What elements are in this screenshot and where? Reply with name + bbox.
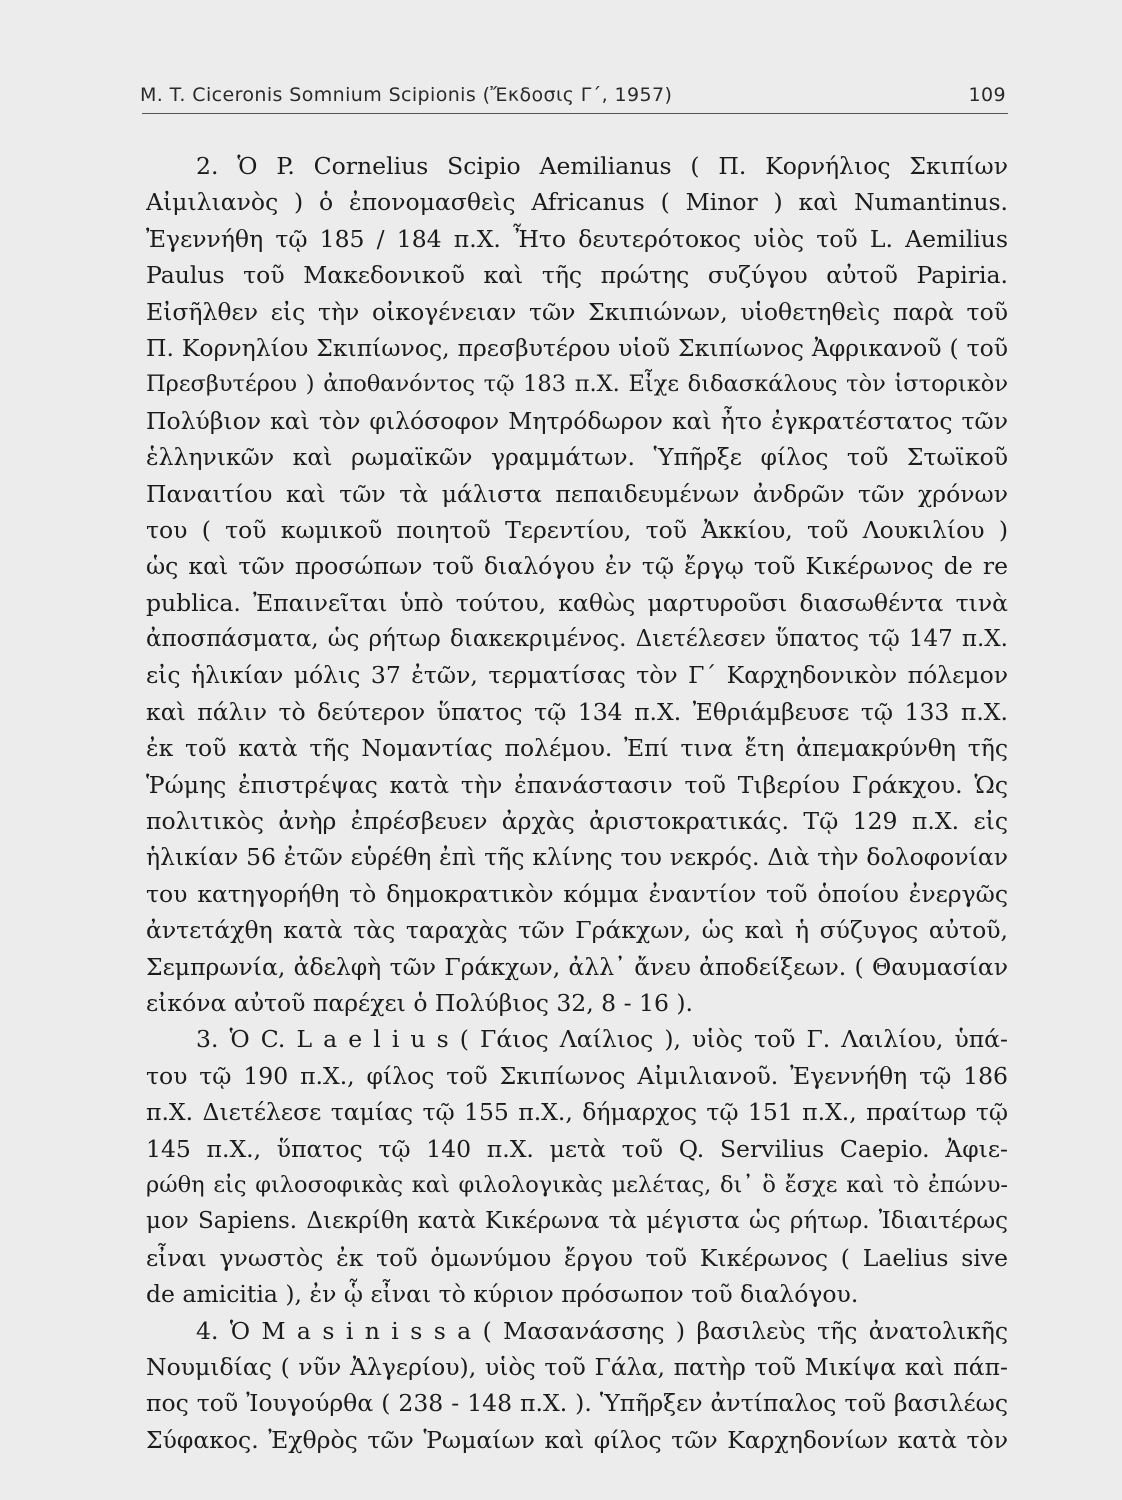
text-line: 4. Ὁ M a s i n i s s a ( Μασανάσσης ) βασιλεὺς τῆς ἀνατολικῆς: [196, 1316, 1008, 1345]
text-line: Νουμιδίας ( νῦν Ἀλγερίου), υἱὸς τοῦ Γάλα, πατὴρ τοῦ Μικίψα καὶ πάπ-: [146, 1352, 1008, 1381]
notes-text: [146, 148, 1008, 1458]
header-rule: [142, 113, 1008, 114]
text-line: του ( τοῦ κωμικοῦ ποιητοῦ Τερεντίου, τοῦ Ἀκκίου, τοῦ Λουκιλίου ): [146, 515, 1008, 544]
text-line: Αἰμιλιανὸς ) ὁ ἐπονομασθεὶς Africanus ( Minor ) καὶ Numantinus.: [146, 188, 1008, 217]
text-line: Σύφακος. Ἐχθρὸς τῶν Ῥωμαίων καὶ φίλος τῶν Καρχηδονίων κατὰ τὸν: [146, 1425, 1008, 1454]
text-line: Εἰσῆλθεν εἰς τὴν οἰκογένειαν τῶν Σκιπιώνων, υἱοθετηθεὶς παρὰ τοῦ: [146, 297, 1008, 326]
text-line: εἶναι γνωστὸς ἐκ τοῦ ὁμωνύμου ἔργου τοῦ Κικέρωνος ( Laelius sive: [146, 1243, 1008, 1272]
text-line: Παναιτίου καὶ τῶν τὰ μάλιστα πεπαιδευμένων ἀνδρῶν τῶν χρόνων: [146, 479, 1008, 508]
text-line: Πολύβιον καὶ τὸν φιλόσοφον Μητρόδωρον καὶ ἦτο ἐγκρατέστατος τῶν: [146, 406, 1008, 435]
page-number: 109: [968, 84, 1006, 106]
text-line: 3. Ὁ C. L a e l i u s ( Γάιος Λαίλιος ), υἱὸς τοῦ Γ. Λαιλίου, ὑπά-: [196, 1025, 1008, 1054]
text-line: καὶ πάλιν τὸ δεύτερον ὕπατος τῷ 134 π.Χ. Ἐθριάμβευσε τῷ 133 π.Χ.: [146, 697, 1008, 726]
text-line: πολιτικὸς ἀνὴρ ἐπρέσβευεν ἀρχὰς ἀριστοκρατικάς. Τῷ 129 π.Χ. εἰς: [146, 807, 1008, 836]
text-line: ἀντετάχθη κατὰ τὰς ταραχὰς τῶν Γράκχων, ὡς καὶ ἡ σύζυγος αὐτοῦ,: [146, 916, 1008, 945]
text-line: ἑλληνικῶν καὶ ρωμαϊκῶν γραμμάτων. Ὑπῆρξε φίλος τοῦ Στωϊκοῦ: [146, 443, 1008, 472]
running-header: [140, 78, 1006, 112]
text-line: εἰκόνα αὐτοῦ παρέχει ὁ Πολύβιος 32, 8 - 16 ).: [146, 988, 694, 1017]
text-line: εἰς ἡλικίαν μόλις 37 ἐτῶν, τερματίσας τὸν Γ΄ Καρχηδονικὸν πόλεμον: [146, 661, 1008, 690]
text-line: ἡλικίαν 56 ἐτῶν εὑρέθη ἐπὶ τῆς κλίνης του νεκρός. Διὰ τὴν δολοφονίαν: [146, 843, 1008, 872]
text-line: Π. Κορνηλίου Σκιπίωνος, πρεσβυτέρου υἱοῦ Σκιπίωνος Ἀφρικανοῦ ( τοῦ: [146, 333, 1008, 362]
text-line: ἀποσπάσματα, ὡς ρήτωρ διακεκριμένος. Διετέλεσεν ὕπατος τῷ 147 π.Χ.: [146, 626, 1008, 653]
text-line: ἐκ τοῦ κατὰ τῆς Νομαντίας πολέμου. Ἐπί τινα ἔτη ἀπεμακρύνθη τῆς: [146, 734, 1008, 763]
text-line: 145 π.Χ., ὕπατος τῷ 140 π.Χ. μετὰ τοῦ Q. Servilius Caepio. Ἀφιε-: [146, 1134, 1008, 1163]
text-line: de amicitia ), ἐν ᾧ εἶναι τὸ κύριον πρόσωπον τοῦ διαλόγου.: [146, 1280, 859, 1309]
text-line: Paulus τοῦ Μακεδονικοῦ καὶ τῆς πρώτης συζύγου αὐτοῦ Papiria.: [146, 261, 1008, 290]
header-title: M. T. Ciceronis Somnium Scipionis (Ἔκδοσις Γ΄, 1957): [140, 84, 673, 106]
text-line: μον Sapiens. Διεκρίθη κατὰ Κικέρωνα τὰ μέγιστα ὡς ρήτωρ. Ἰδιαιτέρως: [146, 1208, 1008, 1235]
text-line: πος τοῦ Ἰουγούρθα ( 238 - 148 π.Χ. ). Ὑπῆρξεν ἀντίπαλος τοῦ βασιλέως: [146, 1389, 1008, 1418]
text-line: Σεμπρωνία, ἀδελφὴ τῶν Γράκχων, ἀλλ᾽ ἄνευ ἀποδείξεων. ( Θαυμασίαν: [146, 952, 1008, 981]
text-line: π.Χ. Διετέλεσε ταμίας τῷ 155 π.Χ., δήμαρχος τῷ 151 π.Χ., πραίτωρ τῷ: [146, 1098, 1008, 1127]
text-line: ὡς καὶ τῶν προσώπων τοῦ διαλόγου ἐν τῷ ἔργῳ τοῦ Κικέρωνος de re: [146, 552, 1008, 581]
text-line: του κατηγορήθη τὸ δημοκρατικὸν κόμμα ἐναντίον τοῦ ὁποίου ἐνεργῶς: [146, 879, 1008, 908]
text-line: publica. Ἐπαινεῖται ὑπὸ τούτου, καθὼς μαρτυροῦσι διασωθέντα τινὰ: [146, 588, 1008, 617]
text-line: Ἐγεννήθη τῷ 185 / 184 π.Χ. Ἦτο δευτερότοκος υἱὸς τοῦ L. Aemilius: [146, 224, 1008, 253]
text-line: Ῥώμης ἐπιστρέψας κατὰ τὴν ἐπανάστασιν τοῦ Τιβερίου Γράκχου. Ὡς: [146, 770, 1008, 799]
text-line: ρώθη εἰς φιλοσοφικὰς καὶ φιλολογικὰς μελέτας, δι᾽ ὃ ἔσχε καὶ τὸ ἐπώνυ-: [146, 1171, 1008, 1198]
text-line: του τῷ 190 π.Χ., φίλος τοῦ Σκιπίωνος Αἰμιλιανοῦ. Ἐγεννήθη τῷ 186: [146, 1061, 1008, 1090]
text-line: 2. Ὁ P. Cornelius Scipio Aemilianus ( Π. Κορνήλιος Σκιπίων: [196, 152, 1008, 180]
text-line: Πρεσβυτέρου ) ἀποθανόντος τῷ 183 π.Χ. Εἶχε διδασκάλους τὸν ἱστορικὸν: [146, 371, 1008, 398]
